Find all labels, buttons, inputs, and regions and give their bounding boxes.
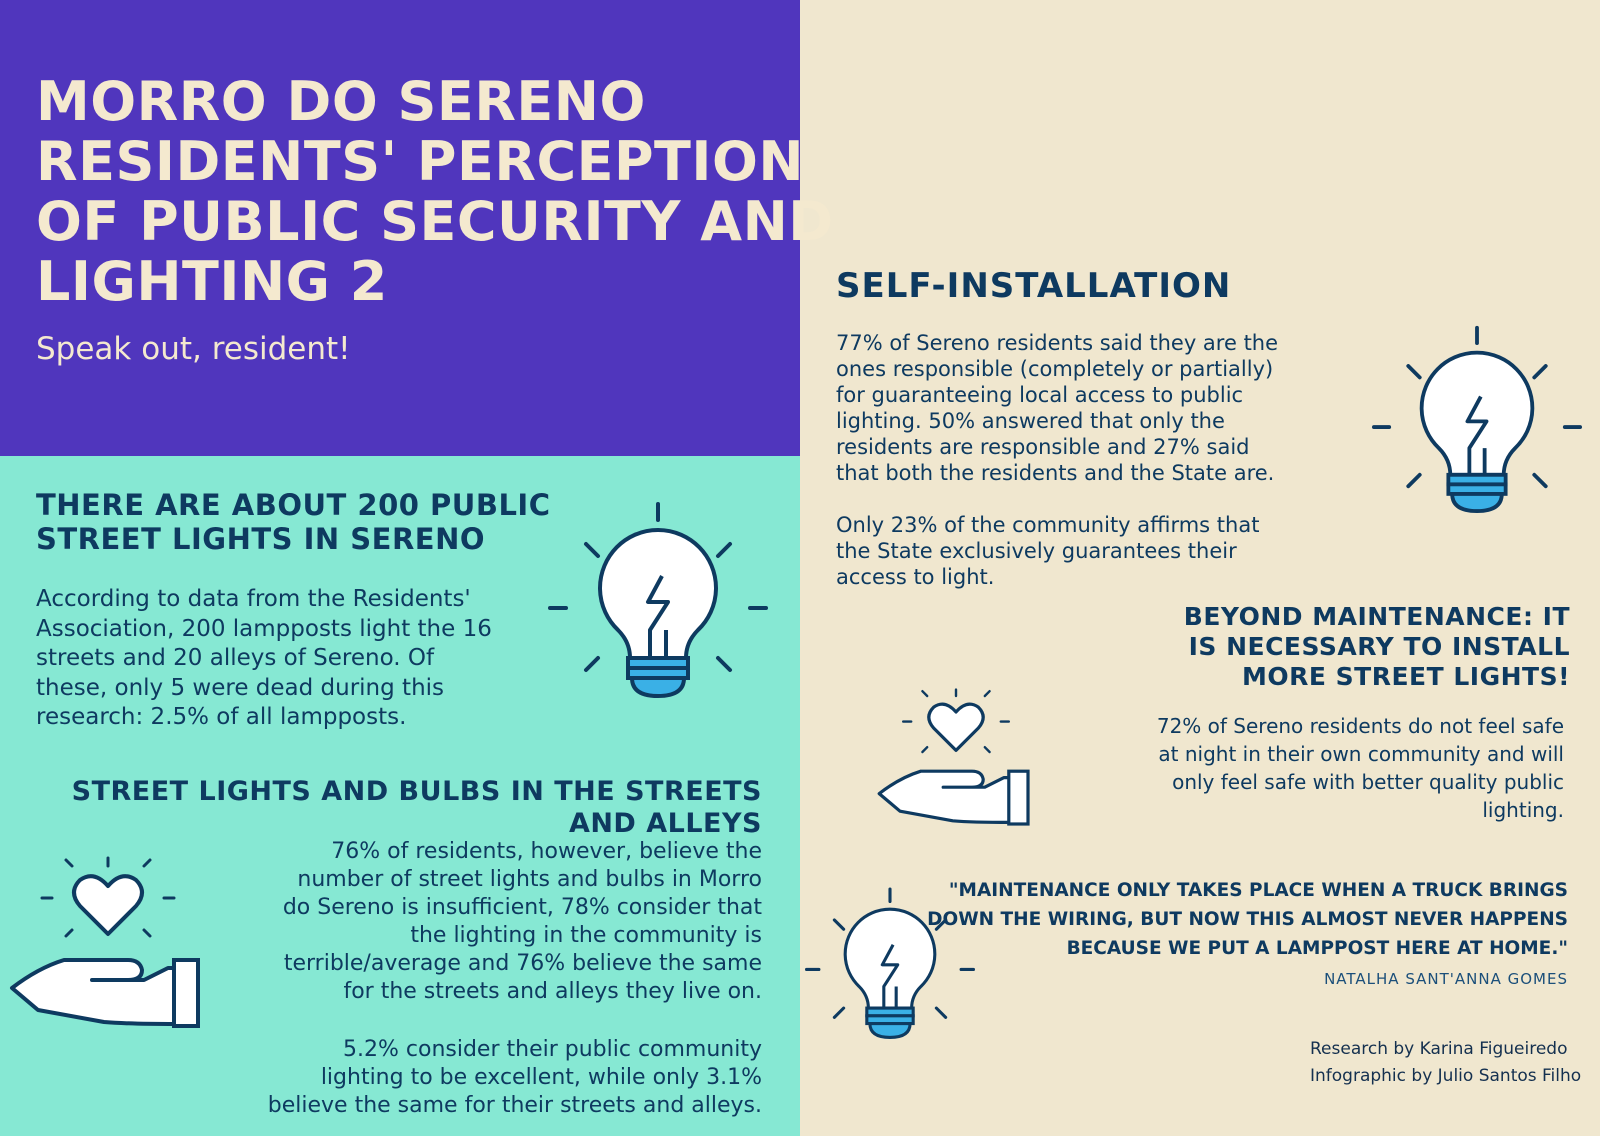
heading-line: [71, 776, 762, 808]
body-line: ones responsible (completely or partially): [836, 357, 1274, 381]
title-line: OF PUBLIC SECURITY AND: [36, 190, 834, 253]
body-line: streets and 20 alleys of Sereno. Of: [36, 645, 435, 671]
quote-line: BECAUSE WE PUT A LAMPPOST HERE AT HOME.": [1066, 938, 1568, 959]
body-line: According to data from the Residents': [36, 586, 471, 612]
heading-line: THERE ARE ABOUT 200 PUBLIC: [36, 488, 551, 522]
lightbulb-icon: [1372, 324, 1582, 534]
heading-line-text: STREET LIGHTS AND BULBS IN THE STREETS: [71, 776, 762, 807]
lightbulb-icon: [805, 886, 975, 1056]
street-lights-heading: [36, 488, 551, 556]
heading-line: AND ALLEYS: [568, 808, 762, 839]
body-line: 5.2% consider their public community: [343, 1037, 762, 1062]
body-line: 72% of Sereno residents do not feel safe: [1156, 714, 1564, 738]
body-line: Only 23% of the community affirms that: [836, 513, 1260, 537]
beyond-heading: [1060, 602, 1570, 692]
body-line: do Sereno is insufficient, 78% consider that: [282, 895, 762, 920]
quote-line: DOWN THE WIRING, BUT NOW THIS ALMOST NEVER HAPPENS: [927, 909, 1568, 930]
body-line: residents are responsible and 27% said: [836, 435, 1250, 459]
self-installation-heading: SELF-INSTALLATION: [836, 266, 1232, 306]
quote-line: "MAINTENANCE ONLY TAKES PLACE WHEN A TRUCK BRINGS: [948, 880, 1568, 901]
bulbs-body-2: [200, 1036, 762, 1120]
heading-line: IS NECESSARY TO INSTALL: [1188, 632, 1570, 661]
body-line: number of street lights and bulbs in Morro: [297, 867, 762, 892]
body-line: 77% of Sereno residents said they are the: [836, 331, 1279, 355]
quote-author: NATALHA SANT'ANNA GOMES: [1324, 970, 1568, 988]
title-line: RESIDENTS' PERCEPTION: [36, 130, 805, 193]
page-title: [36, 72, 834, 312]
body-line: for the streets and alleys they live on.: [343, 979, 762, 1004]
body-line: the lighting in the community is: [410, 923, 762, 948]
self-installation-body: [836, 330, 1278, 486]
credits: [1310, 1036, 1581, 1090]
body-line: the State exclusively guarantees their: [836, 539, 1237, 563]
page-subtitle: Speak out, resident!: [36, 331, 351, 367]
body-line: only feel safe with better quality public: [1172, 770, 1564, 794]
title-line: MORRO DO SERENO: [36, 70, 646, 133]
heart-hand-icon: [876, 688, 1036, 832]
title-line: LIGHTING 2: [36, 250, 388, 313]
body-line: for guaranteeing local access to public: [836, 383, 1244, 407]
body-line: lighting. 50% answered that only the: [836, 409, 1225, 433]
body-line: Association, 200 lampposts light the 16: [36, 615, 492, 642]
lightbulb-icon: [548, 500, 768, 720]
body-line: access to light.: [836, 565, 995, 589]
bulbs-body: [200, 838, 762, 1006]
heart-hand-icon: [8, 856, 208, 1036]
heading-line: STREET LIGHTS IN SERENO: [36, 522, 486, 556]
body-line: research: 2.5% of all lampposts.: [36, 704, 407, 730]
body-line: at night in their own community and will: [1158, 742, 1564, 766]
credit-research: Research by Karina Figueiredo: [1310, 1039, 1568, 1059]
street-lights-body: [36, 585, 492, 733]
body-line: that both the residents and the State are.: [836, 461, 1275, 485]
credit-infographic: Infographic by Julio Santos Filho: [1310, 1066, 1582, 1086]
bulbs-heading: [71, 776, 762, 840]
self-installation-body-2: [836, 512, 1259, 590]
body-line: 76% of residents, however, believe the: [331, 839, 762, 864]
heading-line: BEYOND MAINTENANCE: IT: [1183, 602, 1570, 631]
body-line: terrible/average and 76% believe the same: [283, 951, 762, 976]
heading-line: MORE STREET LIGHTS!: [1241, 662, 1570, 691]
beyond-body: [1040, 712, 1564, 824]
quote: [900, 876, 1568, 963]
body-line: these, only 5 were dead during this: [36, 674, 445, 701]
body-line: believe the same for their streets and alleys.: [267, 1093, 762, 1118]
body-line: lighting.: [1482, 798, 1564, 822]
body-line: lighting to be excellent, while only 3.1%: [320, 1065, 762, 1090]
